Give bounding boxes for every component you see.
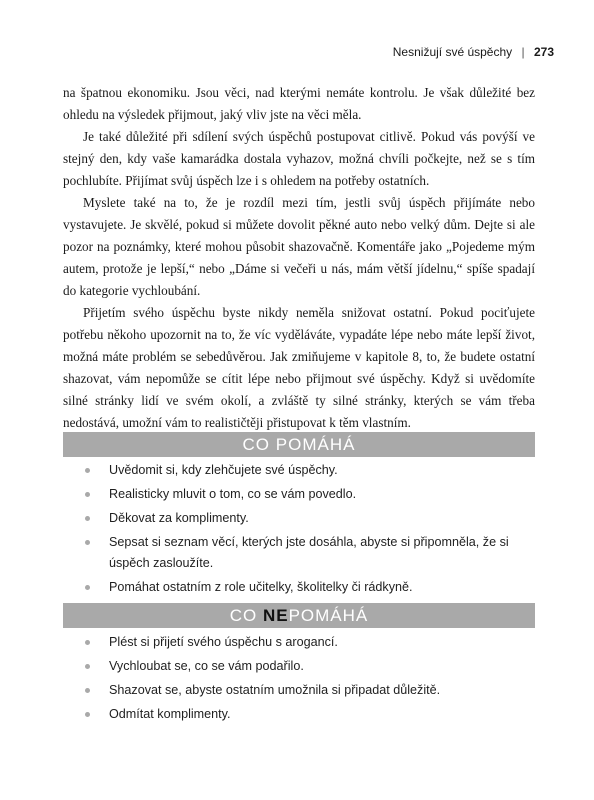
header-separator: | (521, 45, 525, 59)
list-item-text: Shazovat se, abyste ostatním umožnila si připadat důležitě. (109, 683, 441, 697)
heading-prefix: CO (229, 605, 263, 625)
list-item (85, 484, 525, 505)
list-item-text: Odmítat komplimenty. (109, 707, 231, 721)
list-item-text: Realisticky mluvit o tom, co se vám povedlo. (109, 487, 357, 501)
what-does-not-help-list (85, 632, 525, 728)
list-item-text: Pomáhat ostatním z role učitelky, školitelky či rádkyně. (109, 579, 413, 594)
paragraph: Přijetím svého úspěchu byste nikdy neměla snižovat ostatní. Pokud pociťujete potřebu někoho upozornit na to, že víc vyděláváte, vypadáte lépe nebo máte lepší život, možná máte problém se sebedůvěrou. Jak zmiňujeme v kapitole 8, to, že budete ostatní shazovat, vám nepomůže se cítit lépe nebo přijmout své úspěchy. Když si uvědomíte silné stránky lidí ve svém okolí, a zvláště ty silné stránky, kterých se vám třeba nedostává, umožní vám to realističtěji přistupovat k těm vlastním. (63, 305, 535, 430)
what-helps-heading (63, 432, 535, 457)
list-item-text: Vychloubat se, co se vám podařilo. (109, 659, 304, 673)
heading-main: POMÁHÁ (288, 605, 369, 625)
body-text (63, 82, 535, 434)
list-item (85, 508, 525, 529)
bullet-icon (85, 540, 90, 545)
paragraph: Je také důležité při sdílení svých úspěchů postupovat citlivě. Pokud vás povýší ve stejný den, kdy vaše kamarádka dostala vyhazov, možná chvíli počkejte, než se s tím pochlubíte. Přijímat svůj úspěch lze i s ohledem na potřeby ostatních. (63, 129, 535, 188)
list-item (85, 656, 525, 677)
paragraph: na špatnou ekonomiku. Jsou věci, nad kterými nemáte kontrolu. Je však důležité bez ohledu na výsledek přijmout, jaký vliv jste na věci měla. (63, 85, 535, 122)
bullet-icon (85, 664, 90, 669)
list-item (85, 460, 525, 481)
list-item (85, 680, 525, 701)
list-item-text: Plést si přijetí svého úspěchu s arogancí. (109, 635, 338, 649)
heading-prefix: CO (242, 434, 276, 454)
heading-main: POMÁHÁ (275, 434, 356, 454)
list-item (85, 704, 525, 725)
list-item (85, 577, 525, 598)
list-item (85, 632, 525, 653)
bullet-icon (85, 468, 90, 473)
list-item (85, 532, 525, 573)
bullet-icon (85, 516, 90, 521)
paragraph: Myslete také na to, že je rozdíl mezi tím, jestli svůj úspěch přijímáte nebo vystavujete. Je skvělé, pokud si můžete dovolit pěkné auto nebo velký dům. Dejte si ale pozor na poznámky, které mohou působit shazovačně. Komentáře jako „Pojedeme mým autem, protože je lepší,“ nebo „Dáme si večeři u nás, mám větší jídelnu,“ spíše spadají do kategorie vychloubání. (63, 195, 535, 298)
bullet-icon (85, 492, 90, 497)
what-helps-list (85, 460, 525, 601)
what-does-not-help-heading (63, 603, 535, 628)
bullet-icon (85, 712, 90, 717)
bullet-icon (85, 585, 90, 590)
list-item-text: Děkovat za komplimenty. (109, 511, 249, 525)
chapter-title: Nesnižují své úspěchy (392, 45, 513, 59)
list-item-text: Uvědomit si, kdy zlehčujete své úspěchy. (109, 463, 338, 477)
list-item-text: Sepsat si seznam věcí, kterých jste dosáhla, abyste si připomněla, že si úspěch zasloužíte. (109, 535, 509, 570)
bullet-icon (85, 640, 90, 645)
bullet-icon (85, 688, 90, 693)
page-number: 273 (533, 45, 554, 59)
heading-negation: NE (262, 605, 289, 625)
running-head (393, 45, 554, 59)
